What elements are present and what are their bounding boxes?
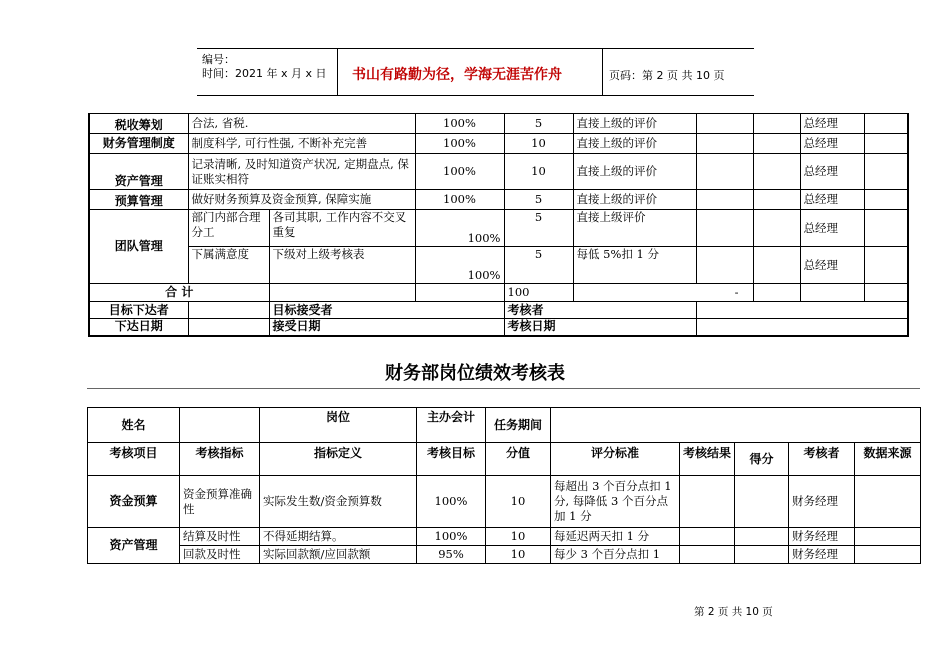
receive-date-label: 接受日期 <box>269 319 504 336</box>
target-cell: 95% <box>417 546 486 564</box>
evaluator-cell: 财务经理 <box>789 476 855 528</box>
empty-cell <box>753 154 800 190</box>
page-title: 财务部岗位绩效考核表 <box>385 363 565 384</box>
evaluator-cell: 财务经理 <box>789 528 855 546</box>
total-label: 合 计 <box>89 284 269 302</box>
empty-cell <box>680 546 735 564</box>
empty-cell <box>680 528 735 546</box>
target-cell: 100% <box>415 114 504 134</box>
criteria-cell: 直接上级的评价 <box>573 190 696 210</box>
empty-cell <box>753 247 800 284</box>
weight-cell: 5 <box>504 190 573 210</box>
definition-cell: 实际回款额/应回款额 <box>260 546 417 564</box>
weight-cell: 5 <box>504 114 573 134</box>
issue-date-label: 下达日期 <box>89 319 188 336</box>
item-cell: 资金预算 <box>88 476 180 528</box>
empty-cell <box>696 247 753 284</box>
empty-cell <box>696 134 753 154</box>
item-cell: 资产管理 <box>89 154 188 190</box>
assess-date-label: 考核日期 <box>504 319 696 336</box>
table-row <box>89 247 908 284</box>
weight-cell: 10 <box>504 134 573 154</box>
signature-row <box>89 302 908 319</box>
criteria-cell: 每超出 3 个百分点扣 1 分, 每降低 3 个百分点加 1 分 <box>551 476 680 528</box>
indicator-cell: 下属满意度 <box>188 247 269 284</box>
col-header: 考核项目 <box>88 443 180 476</box>
col-header: 考核者 <box>789 443 855 476</box>
empty-cell <box>753 284 800 302</box>
col-header: 考核指标 <box>180 443 260 476</box>
definition-cell: 下级对上级考核表 <box>269 247 415 284</box>
issuer-label: 目标下达者 <box>89 302 188 319</box>
empty-cell <box>415 284 504 302</box>
evaluator-cell: 总经理 <box>800 134 864 154</box>
table-row <box>89 134 908 154</box>
definition-cell: 制度科学, 可行性强, 不断补充完善 <box>188 134 415 154</box>
empty-cell <box>864 154 908 190</box>
empty-cell <box>864 210 908 247</box>
table-row <box>89 154 908 190</box>
item-cell: 税收筹划 <box>89 114 188 134</box>
empty-cell <box>864 134 908 154</box>
col-header: 考核目标 <box>417 443 486 476</box>
table-row <box>88 476 921 528</box>
empty-cell <box>696 114 753 134</box>
empty-cell <box>180 408 260 443</box>
definition-cell: 记录清晰, 及时知道资产状况, 定期盘点, 保证账实相符 <box>188 154 415 190</box>
empty-cell <box>696 190 753 210</box>
empty-cell <box>696 210 753 247</box>
post-label: 岗位 <box>260 408 417 443</box>
header-time: 时间：2021 年 x 月 x 日 <box>202 67 327 80</box>
empty-cell <box>753 210 800 247</box>
criteria-cell: 直接上级的评价 <box>573 134 696 154</box>
empty-cell <box>551 408 921 443</box>
col-header: 指标定义 <box>260 443 417 476</box>
empty-cell <box>188 302 269 319</box>
page-footer: 第 2 页 共 10 页 <box>694 606 773 618</box>
weight-cell: 5 <box>504 247 573 284</box>
table-row <box>89 114 908 134</box>
empty-cell <box>696 302 908 319</box>
indicator-cell: 资金预算准确性 <box>180 476 260 528</box>
weight-cell: 10 <box>486 476 551 528</box>
header-code: 编号： <box>202 53 235 66</box>
col-header: 评分标准 <box>551 443 680 476</box>
evaluator-cell: 财务经理 <box>789 546 855 564</box>
header-top-rule <box>197 48 754 49</box>
evaluator-cell: 总经理 <box>800 210 864 247</box>
definition-cell: 不得延期结算。 <box>260 528 417 546</box>
info-row <box>88 408 921 443</box>
col-header: 分值 <box>486 443 551 476</box>
empty-cell <box>735 546 789 564</box>
name-label: 姓名 <box>88 408 180 443</box>
assessor-label: 考核者 <box>504 302 696 319</box>
target-cell: 100% <box>415 134 504 154</box>
criteria-cell: 每少 3 个百分点扣 1 <box>551 546 680 564</box>
item-cell: 财务管理制度 <box>89 134 188 154</box>
empty-cell <box>864 284 908 302</box>
empty-cell <box>735 528 789 546</box>
col-header: 数据来源 <box>855 443 921 476</box>
criteria-cell: 直接上级的评价 <box>573 154 696 190</box>
item-cell: 资产管理 <box>88 528 180 564</box>
empty-cell <box>864 190 908 210</box>
col-header: 得分 <box>735 443 789 476</box>
criteria-cell: 每延迟两天扣 1 分 <box>551 528 680 546</box>
header-page: 页码：第 2 页 共 10 页 <box>609 69 725 82</box>
target-cell: 100% <box>417 528 486 546</box>
performance-table-1 <box>88 113 909 337</box>
empty-cell <box>864 247 908 284</box>
target-cell: 100% <box>415 247 504 284</box>
indicator-cell: 结算及时性 <box>180 528 260 546</box>
indicator-cell: 部门内部合理分工 <box>188 210 269 247</box>
indicator-cell: 回款及时性 <box>180 546 260 564</box>
empty-cell <box>696 319 908 336</box>
total-value: 100 <box>504 284 573 302</box>
period-label: 任务期间 <box>486 408 551 443</box>
weight-cell: 10 <box>504 154 573 190</box>
empty-cell <box>735 476 789 528</box>
criteria-cell: 直接上级的评价 <box>573 114 696 134</box>
empty-cell <box>269 284 415 302</box>
empty-cell <box>753 114 800 134</box>
weight-cell: 10 <box>486 546 551 564</box>
header-bottom-rule <box>197 95 754 96</box>
table-row <box>88 546 921 564</box>
total-row <box>89 284 908 302</box>
empty-cell <box>753 190 800 210</box>
header-divider-right <box>602 48 603 95</box>
receiver-label: 目标接受者 <box>269 302 504 319</box>
criteria-cell: 直接上级评价 <box>573 210 696 247</box>
empty-cell <box>680 476 735 528</box>
weight-cell: 10 <box>486 528 551 546</box>
definition-cell: 合法, 省税. <box>188 114 415 134</box>
definition-cell: 各司其职, 工作内容不交叉重复 <box>269 210 415 247</box>
header-divider-left <box>337 48 338 95</box>
target-cell: 100% <box>417 476 486 528</box>
empty-cell <box>855 476 921 528</box>
item-cell: 团队管理 <box>89 210 188 284</box>
evaluator-cell: 总经理 <box>800 247 864 284</box>
date-row <box>89 319 908 336</box>
table-row <box>89 210 908 247</box>
evaluator-cell: 总经理 <box>800 114 864 134</box>
evaluator-cell: 总经理 <box>800 190 864 210</box>
empty-cell <box>188 319 269 336</box>
empty-cell <box>855 546 921 564</box>
header-motto: 书山有路勤为径，学海无涯苦作舟 <box>352 67 562 83</box>
table-row <box>89 190 908 210</box>
empty-cell <box>696 154 753 190</box>
evaluator-cell: 总经理 <box>800 154 864 190</box>
performance-table-2 <box>87 407 921 564</box>
col-header: 考核结果 <box>680 443 735 476</box>
definition-cell: 实际发生数/资金预算数 <box>260 476 417 528</box>
header-row <box>88 443 921 476</box>
weight-cell: 5 <box>504 210 573 247</box>
criteria-cell: 每低 5%扣 1 分 <box>573 247 696 284</box>
empty-cell <box>855 528 921 546</box>
target-cell: 100% <box>415 154 504 190</box>
definition-cell: 做好财务预算及资金预算, 保障实施 <box>188 190 415 210</box>
target-cell: 100% <box>415 210 504 247</box>
item-cell: 预算管理 <box>89 190 188 210</box>
post-value: 主办会计 <box>417 408 486 443</box>
table-row <box>88 528 921 546</box>
title-rule <box>87 388 920 389</box>
target-cell: 100% <box>415 190 504 210</box>
total-dash: - <box>573 284 753 302</box>
empty-cell <box>800 284 864 302</box>
empty-cell <box>753 134 800 154</box>
empty-cell <box>864 114 908 134</box>
